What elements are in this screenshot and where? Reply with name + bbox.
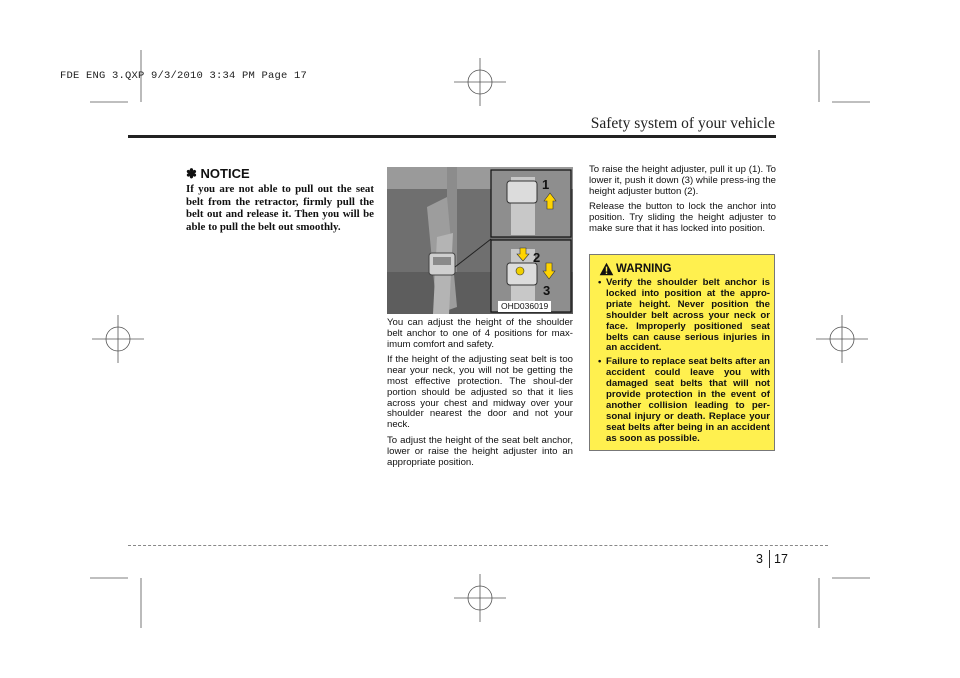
paragraph: To raise the height adjuster, pull it up (1). To lower it, push it down (3) while press-ing the height adjuster button (2). — [589, 164, 776, 197]
warning-triangle-icon — [599, 262, 614, 276]
paragraph: If the height of the adjusting seat belt is too near your neck, you will not be getting the most effective protection. The shoul-der portion should be adjusted so that it lies across your chest and midway over your shoulder nearest the door and not your neck. — [387, 354, 573, 431]
paragraph: To adjust the height of the seat belt anchor, lower or raise the height adjuster into an appropriate position. — [387, 434, 573, 468]
column-3-text — [589, 165, 776, 240]
figure-code: OHD036019 — [498, 301, 551, 312]
notice-heading — [186, 166, 250, 182]
callout-1: 1 — [542, 177, 550, 192]
warning-item — [598, 278, 770, 354]
paragraph: Release the button to lock the anchor into position. Try sliding the height adjuster to make sure that it has locked into position. — [589, 201, 776, 234]
header-rule — [128, 135, 776, 138]
callout-2: 2 — [533, 250, 541, 265]
notice-body: If you are not able to pull out the seat belt from the retractor, firmly pull the belt out and release it. Then you will be able to pull the belt out smoothly. — [186, 183, 374, 233]
footer-rule — [128, 545, 828, 546]
callout-3: 3 — [543, 283, 551, 298]
warning-item-text: Failure to replace seat belts after an accident could leave you with damaged seat belts that will not provide protection in the event of another collision leading to per-sonal injury or death. Replace your seat belts after being in an accident as soon as possible. — [606, 356, 770, 444]
bullet: • — [598, 356, 602, 368]
warning-box — [589, 254, 775, 451]
warning-heading: WARNING — [616, 263, 672, 275]
column-2-text — [387, 318, 573, 473]
bullet: • — [598, 277, 602, 288]
section-title: Safety system of your vehicle — [590, 115, 775, 132]
warning-item — [598, 357, 770, 444]
seat-belt-illustration — [387, 167, 573, 314]
warning-item-text: Verify the shoulder belt anchor is locked into position at the appro-priate height. Never position the shoulder belt across your neck or face. Improperly positioned seat belts can cause serious injuries in an accident. — [606, 277, 770, 354]
notice-title: NOTICE — [200, 166, 250, 181]
warning-list — [590, 278, 776, 448]
notice-symbol: ✽ — [186, 166, 197, 181]
page-number-separator — [769, 550, 770, 568]
page-number: 17 — [774, 552, 788, 566]
paragraph: You can adjust the height of the shoulder belt anchor to one of 4 positions for max-imum comfort and safety. — [387, 317, 573, 350]
chapter-number: 3 — [756, 552, 763, 566]
print-slug: FDE ENG 3.QXP 9/3/2010 3:34 PM Page 17 — [60, 70, 308, 82]
